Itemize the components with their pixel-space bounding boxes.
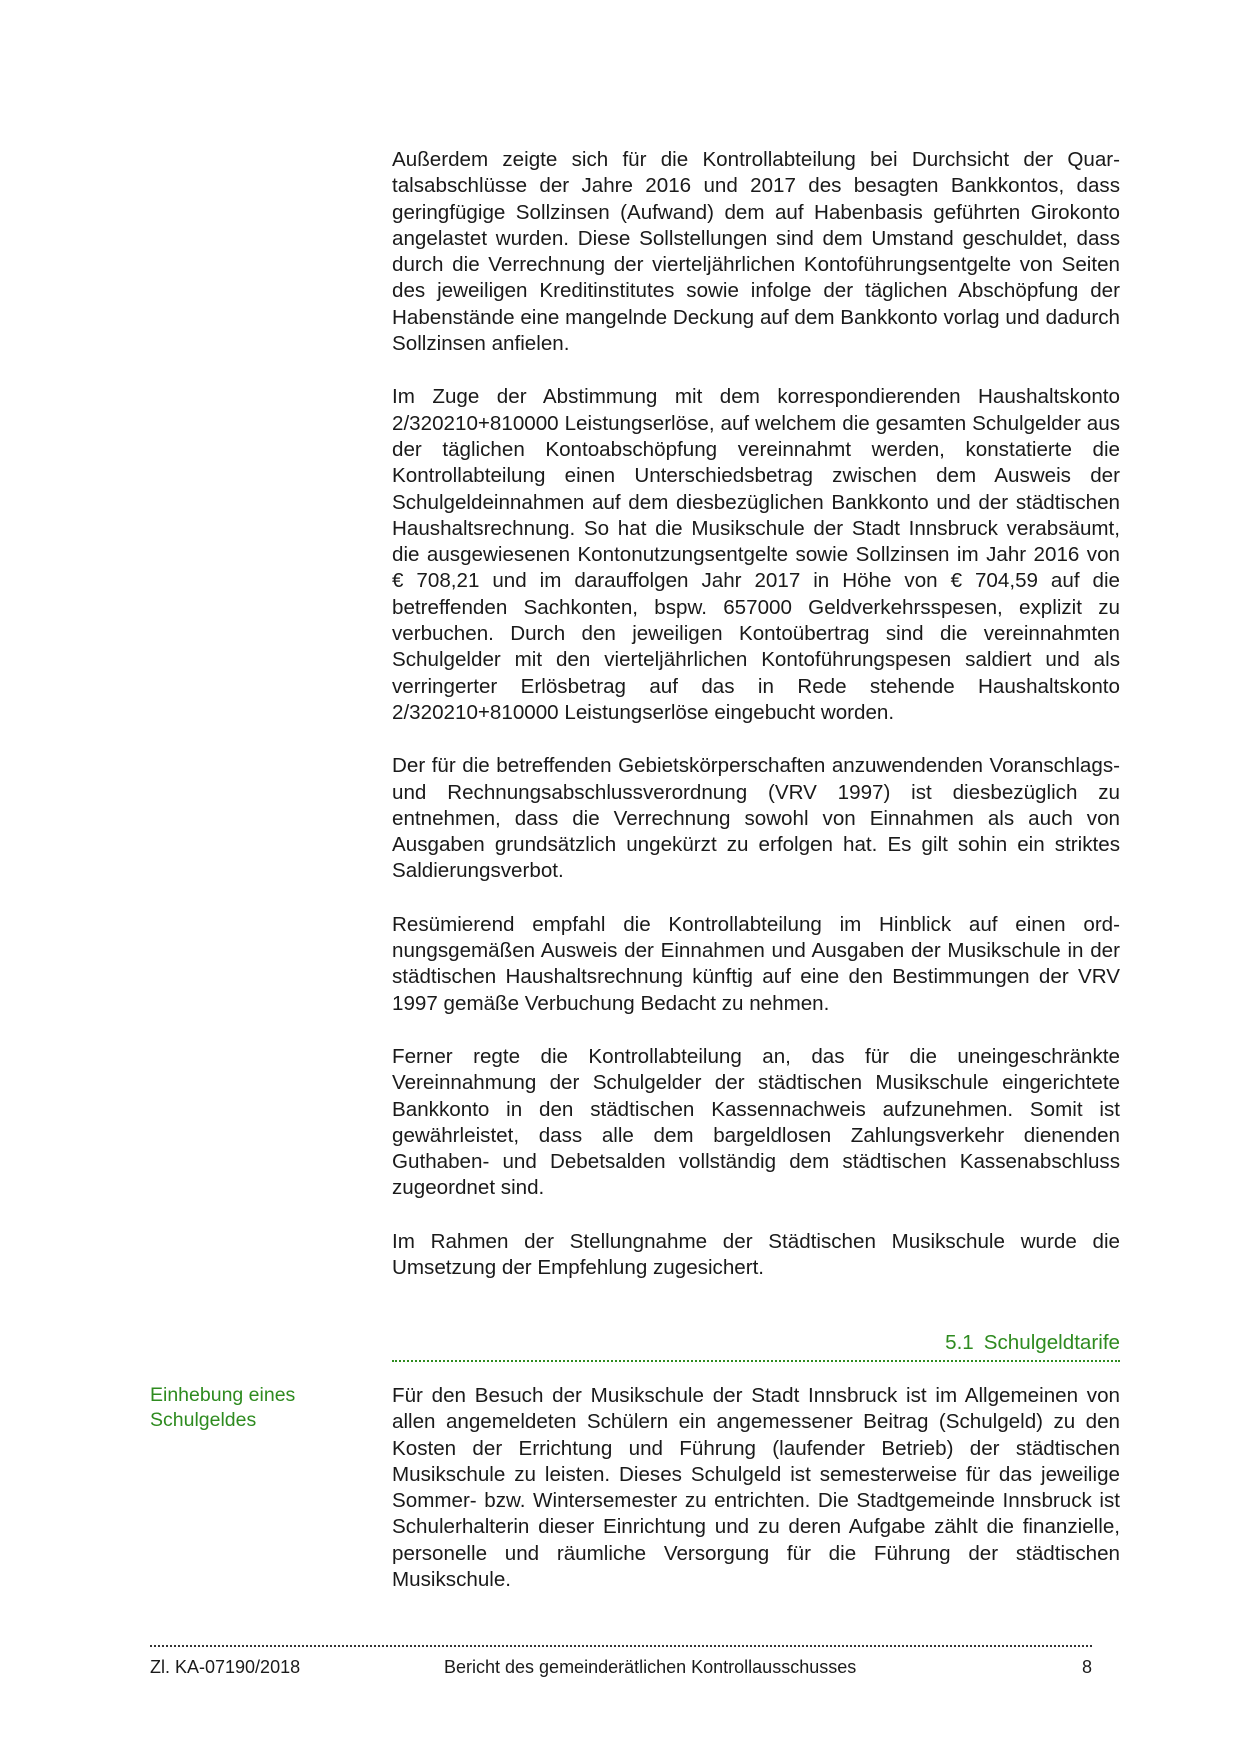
paragraph-schulgeld: Für den Besuch der Musikschule der Stadt Innsbruck ist im Allgemeinen von allen angemeldeten Schülern ein angemessener Beitrag (Schulgeld) zu den Kosten der Errichtung und Führung (laufender Betrieb) der städtischen Musikschule zu leisten. Dieses Schulgeld ist semesterweise für das jeweilige Sommer- bzw. Wintersemester zu entrichten. Die Stadtgemeinde Innsbruck ist Schulerhalterin dieser Einrichtung und zu deren Aufgabe zählt die finanzielle, personelle und räumliche Versorgung für die Führung der städtischen Musikschule. (392, 1384, 1120, 1592)
footer-reference: Zl. KA-07190/2018 (150, 1657, 301, 1677)
section-number: 5.1 (945, 1331, 974, 1354)
main-text-column (392, 147, 1120, 1308)
paragraph-abstimmung: Im Zuge der Abstimmung mit dem korrespondierenden Haushaltskonto 2/320210+810000 Leistungserlöse, auf welchem die gesamten Schulgelder aus der täglichen Kontoabschöpfung vereinnahmt werden, konstatierte die Kontrollabteilung einen Unterschiedsbetrag zwischen dem Ausweis der Schulgeldeinnahmen auf dem diesbezüglichen Bankkonto und der städtischen Haushaltsrechnung. So hat die Musikschule der Stadt Innsbruck verabsäumt, die ausgewiesenen Kontonutzungsentgelte sowie Sollzinsen im Jahr 2016 von € 708,21 und im darauffolgen Jahr 2017 in Höhe von € 704,59 auf die betreffenden Sachkonten, bspw. 657000 Geldverkehrsspesen, explizit zu verbuchen. Durch den jeweiligen Kontoübertrag sind die vereinnahmten Schulgelder mit den vierteljährlichen Kontoführungspesen saldiert und als verringerter Erlösbetrag auf das in Rede stehende Haushaltskonto 2/320210+810000 Leistungserlöse eingebucht worden. (392, 385, 1120, 724)
section-text-column (392, 1383, 1120, 1620)
paragraph-stellungnahme: Im Rahmen der Stellungnahme der Städtischen Musikschule wurde die Umsetzung der Empfehlung zugesichert. (392, 1229, 1120, 1279)
page-number: 8 (1081, 1657, 1092, 1677)
section-title: Schulgeldtarife (983, 1331, 1120, 1354)
paragraph-vrv: Der für die betreffenden Gebietskörperschaften anzuwendenden Voranschlags- und Rechnungsabschlussverordnung (VRV 1997) ist diesbezüglich zu entnehmen, dass die Verrechnung sowohl von Einnahmen als auch von Ausgaben grundsätzlich ungekürzt zu erfolgen hat. Es gilt sohin ein striktes Saldierungsverbot. (392, 754, 1120, 883)
paragraph-kassennachweis: Ferner regte die Kontrollabteilung an, das für die uneingeschränkte Vereinnahmung der Schulgelder der städtischen Musikschule eingerichtete Bankkonto in den städtischen Kassennachweis aufzunehmen. Somit ist gewährleistet, dass alle dem bargeldlosen Zahlungsverkehr dienenden Guthaben- und Debetsalden vollständig dem städtischen Kassenabschluss zugeordnet sind. (392, 1044, 1120, 1200)
paragraph-sollzinsen: Außerdem zeigte sich für die Kontrollabteilung bei Durchsicht der Quartalsabschlüsse der Jahre 2016 und 2017 des besagten Bankkontos, dass geringfügige Sollzinsen (Aufwand) dem auf Habenbasis geführten Girokonto angelastet wurden. Diese Sollstellungen sind dem Umstand geschuldet, dass durch die Verrechnung der vierteljährlichen Kontoführungsentgelte von Seiten des jeweiligen Kreditinstitutes sowie infolge der täglichen Abschöpfung der Habenstände eine mangelnde Deckung auf dem Bankkonto vorlag und dadurch Sollzinsen anfielen. (392, 148, 1120, 356)
paragraph-empfehlung: Resümierend empfahl die Kontrollabteilung im Hinblick auf einen ordnungsgemäßen Ausweis der Einnahmen und Ausgaben der Musikschule in der städtischen Haushaltsrechnung künftig auf eine den Bestimmungen der VRV 1997 gemäße Verbuchung Bedacht zu nehmen. (392, 912, 1120, 1015)
footer-divider (150, 1645, 1092, 1647)
footer-title: Bericht des gemeinderätlichen Kontrollausschusses (444, 1657, 857, 1677)
margin-note: Einhebung eines Schulgeldes (150, 1384, 296, 1431)
section-heading (392, 1330, 1120, 1362)
